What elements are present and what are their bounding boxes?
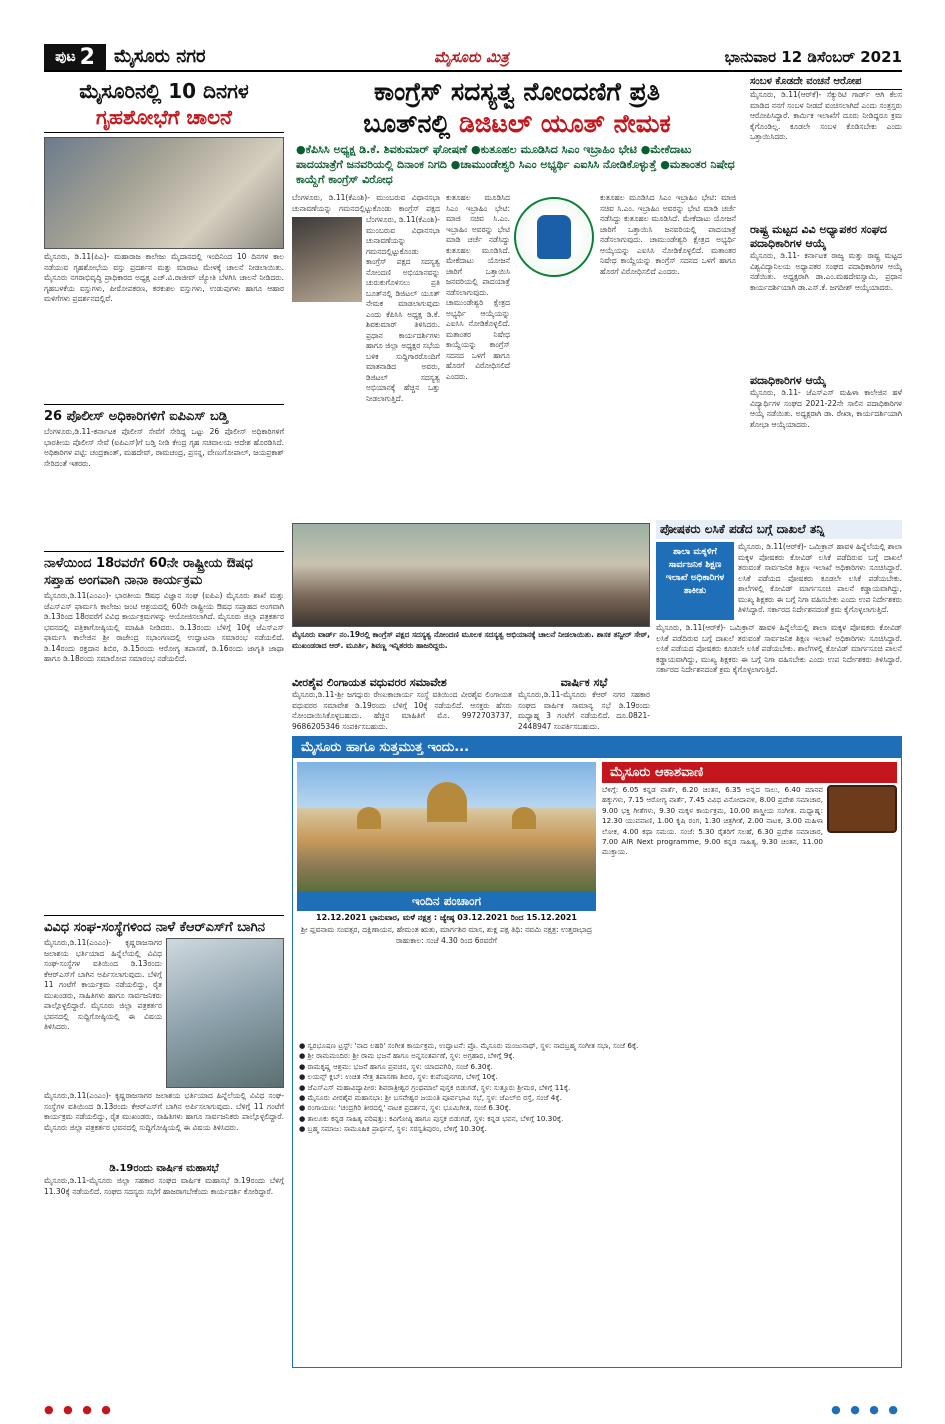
today-right (602, 762, 897, 1035)
masthead-logo: ಮೈಸೂರು ಮಿತ್ರ (434, 48, 509, 66)
story-paragraph: ಮೈಸೂರು, ಡಿ.11(ಆರ್‌ಕೆ)- ಒಮಿಕ್ರಾನ್ ಹಾವಳಿ ಹಿನ್ನೆಲೆಯಲ್ಲಿ ಶಾಲಾ ಮಕ್ಕಳ ಪೋಷಕರು ಕೋವಿಡ್ ಲಸಿಕೆ ಪಡೆದಿರುವ ಬಗ್ಗೆ ದಾಖಲೆ ತರುವಂತೆ ಸಾರ್ವಜನಿಕ ಶಿಕ್ಷಣ ಇಲಾಖೆ ಅಧಿಕಾರಿಗಳು ಸೂಚಿಸಿದ್ದಾರೆ. ಲಸಿಕೆ ಪಡೆಯದ ಪೋಷಕರು ಕೂಡಲೇ ಲಸಿಕೆ ಪಡೆಯಬೇಕು. ಶಾಲೆಗಳಲ್ಲಿ ಕೋವಿಡ್ ಮಾರ್ಗಸೂಚಿ ಪಾಲನೆ ಕಡ್ಡಾಯವಾಗಿದ್ದು, ಮುಖ್ಯ ಶಿಕ್ಷಕರು ಈ ಬಗ್ಗೆ ನಿಗಾ ವಹಿಸಬೇಕು ಎಂದು ಉಪ ನಿರ್ದೇಶಕರು ತಿಳಿಸಿದ್ದಾರೆ. ಸರ್ಕಾರದ ನಿರ್ದೇಶನದಂತೆ ಕ್ರಮ ಕೈಗೊಳ್ಳಲಾಗುತ್ತಿದೆ. (656, 623, 902, 674)
story-paragraph: ಮೈಸೂರು, ಡಿ.11(ಆರ್‌ಕೆ)- ಒಮಿಕ್ರಾನ್ ಹಾವಳಿ ಹಿನ್ನೆಲೆಯಲ್ಲಿ ಶಾಲಾ ಮಕ್ಕಳ ಪೋಷಕರು ಕೋವಿಡ್ ಲಸಿಕೆ ಪಡೆದಿರುವ ಬಗ್ಗೆ ದಾಖಲೆ ತರುವಂತೆ ಸಾರ್ವಜನಿಕ ಶಿಕ್ಷಣ ಇಲಾಖೆ ಅಧಿಕಾರಿಗಳು ಸೂಚಿಸಿದ್ದಾರೆ. ಲಸಿಕೆ ಪಡೆಯದ ಪೋಷಕರು ಕೂಡಲೇ ಲಸಿಕೆ ಪಡೆಯಬೇಕು. ಶಾಲೆಗಳಲ್ಲಿ ಕೋವಿಡ್ ಮಾರ್ಗಸೂಚಿ ಪಾಲನೆ ಕಡ್ಡಾಯವಾಗಿದ್ದು, ಮುಖ್ಯ ಶಿಕ್ಷಕರು ಈ ಬಗ್ಗೆ ನಿಗಾ ವಹಿಸಬೇಕು ಎಂದು ಉಪ ನಿರ್ದೇಶಕರು ತಿಳಿಸಿದ್ದಾರೆ. ಸರ್ಕಾರದ ನಿರ್ದೇಶನದಂತೆ ಕ್ರಮ ಕೈಗೊಳ್ಳಲಾಗುತ್ತಿದೆ. (738, 542, 902, 614)
color-registration-right: ● ● ● ● (831, 1403, 901, 1416)
party-logo-wrap (514, 197, 594, 277)
story-headline: ವೀರಶೈವ ಲಿಂಗಾಯತ ವಧುವರರ ಸಮಾವೇಶ (292, 676, 447, 689)
story-paragraph: ಬೆಂಗಳೂರು, ಡಿ.11(ಕೆಎಂಶಿ)- ಮುಂಬರುವ ವಿಧಾನಸಭಾ ಚುನಾವಣೆಯನ್ನು ಗಮನದಲ್ಲಿಟ್ಟುಕೊಂಡು ಕಾಂಗ್ರೆಸ್ ಪಕ್ಷದ (292, 193, 440, 213)
event-item: ● ರಾಮಕೃಷ್ಣ ಆಶ್ರಮ: ಭಜನೆ ಹಾಗೂ ಪ್ರವಚನ, ಸ್ಥಳ: ಯಾದವಗಿರಿ, ಸಂಜೆ 6.30ಕ್ಕೆ. (299, 1061, 493, 1071)
story-paragraph: ಮೈಸೂರು, ಡಿ.11(ಪಿಎ)- ಮಹಾರಾಜ ಕಾಲೇಜು ಮೈದಾನದಲ್ಲಿ ಇಂದಿನಿಂದ 10 ದಿನಗಳ ಕಾಲ ನಡೆಯುವ ಗೃಹಶೋಭೆಯ ವಸ್ತು ಪ್ರದರ್ಶನ ಮತ್ತು ಮಾರಾಟ ಮೇಳಕ್ಕೆ ಚಾಲನೆ ನೀಡಲಾಯಿತು. ಮೈಸೂರು ನಗರಾಭಿವೃದ್ಧಿ ಪ್ರಾಧಿಕಾರದ ಅಧ್ಯಕ್ಷ ಎಚ್.ವಿ.ರಾಜೀವ್ ಜ್ಯೋತಿ ಬೆಳಗಿಸಿ ಚಾಲನೆ ನೀಡಿದರು. ಗೃಹಬಳಕೆಯ ವಸ್ತುಗಳು, ಪೀಠೋಪಕರಣ, ಕರಕುಶಲ ವಸ್ತುಗಳು, ಉಡುಪುಗಳು ಹಾಗೂ ಆಹಾರ ಮಳಿಗೆಗಳು ಪ್ರದರ್ಶನದಲ್ಲಿವೆ. (44, 252, 284, 303)
event-item: ● ಸ್ವರಭೂಷಣ ಟ್ರಸ್ಟ್: 'ನಾದ ಲಹರಿ' ಸಂಗೀತ ಕಾರ್ಯಕ್ರಮ, ಉದ್ಘಾಟನೆ: ಪ್ರೊ. ಮೈಸೂರು ಮಂಜುನಾಥ್, ಸ್ಥಳ: ನಾದಬ್ರಹ್ಮ ಸಂಗೀತ ಸಭಾ, ಸಂಜೆ 6ಕ್ಕೆ. (299, 1041, 639, 1050)
panchang-body: ಶ್ರೀ ಪ್ಲವನಾಮ ಸಂವತ್ಸರ, ದಕ್ಷಿಣಾಯನ, ಹೇಮಂತ ಋತು, ಮಾರ್ಗಶಿರ ಮಾಸ, ಶುಕ್ಲ ಪಕ್ಷ ತಿಥಿ: ನವಮಿ ನಕ್ಷತ್ರ: ಉತ್ತರಾಭಾದ್ರ ರಾಹುಕಾಲ: ಸಂಜೆ 4.30 ರಿಂದ 6ರವರೆಗೆ (300, 925, 593, 945)
lead-headline-line-2 (292, 108, 742, 140)
page-number: 2 (79, 44, 95, 70)
story-headline: 26 ಪೊಲೀಸ್ ಅಧಿಕಾರಿಗಳಿಗೆ ಐಪಿಎಸ್ ಬಡ್ತಿ (44, 404, 284, 425)
left-column (44, 76, 284, 1376)
story-paragraph: ಬೆಂಗಳೂರು,ಡಿ.11-ಕರ್ನಾಟಕ ಪೊಲೀಸ್ ಸೇವೆಗೆ ಸೇರಿದ್ದ ಒಟ್ಟು 26 ಪೊಲೀಸ್ ಅಧಿಕಾರಿಗಳಿಗೆ ಭಾರತೀಯ ಪೊಲೀಸ್ ಸೇವೆ (ಐಪಿಎಸ್)ಗೆ ಬಡ್ತಿ ನೀಡಿ ಕೇಂದ್ರ ಗೃಹ ಸಚಿವಾಲಯ ಆದೇಶ ಹೊರಡಿಸಿದೆ. ಅಧಿಕಾರಿಗಳ ಪಟ್ಟಿ: ಚಂದ್ರಕಾಂತ್, ಮಹದೇವ್, ರಾಮಚಂದ್ರ, ಪ್ರಸನ್ನ, ವೇಣುಗೋಪಾಲ್, ಜಯಪ್ರಕಾಶ್ ಸೇರಿದಂತೆ ಇತರರು. (44, 427, 284, 468)
story-paragraph: ಮೈಸೂರು,ಡಿ.11(ಎಂಎಂ)- ಭಾರತೀಯ ಔಷಧ ವಿಜ್ಞಾನ ಸಂಘ (ಐಪಿಎ) ಮೈಸೂರು ಶಾಖೆ ಮತ್ತು ಜೆಎಸ್ಎಸ್ ಫಾರ್ಮಸಿ ಕಾಲೇಜು ಜಂಟಿ ಆಶ್ರಯದಲ್ಲಿ 60ನೇ ರಾಷ್ಟ್ರೀಯ ಔಷಧ ಸಪ್ತಾಹದ ಅಂಗವಾಗಿ ಡಿ.13ರಿಂದ 18ರವರೆಗೆ ವಿವಿಧ ಕಾರ್ಯಕ್ರಮಗಳನ್ನು ಆಯೋಜಿಸಲಾಗಿದೆ. ಮೈಸೂರು ಜಿಲ್ಲಾ ಪತ್ರಕರ್ತರ ಭವನದಲ್ಲಿ ಪತ್ರಿಕಾಗೋಷ್ಠಿಯಲ್ಲಿ ಮಾಹಿತಿ ನೀಡಿದರು. ಡಿ.13ರಂದು ಬೆಳಿಗ್ಗೆ 10ಕ್ಕೆ ಜೆಎಸ್ಎಸ್ ಫಾರ್ಮಸಿ ಕಾಲೇಜಿನ ಶ್ರೀ ರಾಜೇಂದ್ರ ಸಭಾಂಗಣದಲ್ಲಿ ಉದ್ಘಾಟನಾ ಸಮಾರಂಭ ನಡೆಯಲಿದೆ. ಡಿ.14ರಂದು ರಕ್ತದಾನ ಶಿಬಿರ, ಡಿ.15ರಂದು ಆರೋಗ್ಯ ತಪಾಸಣೆ, ಡಿ.16ರಂದು ಜಾಗೃತಿ ಜಾಥಾ ಹಾಗೂ ಡಿ.18ರಂದು ಸಮಾರೋಪ ಸಮಾರಂಭ ನಡೆಯಲಿದೆ. (44, 591, 284, 663)
story-with-photo (44, 938, 284, 1088)
event-item: ● ಮೈಸೂರು ವೀರಶೈವ ಮಹಾಸಭಾ: ಶ್ರೀ ಬಸವೇಶ್ವರ ಜಯಂತಿ ಪೂರ್ವಭಾವಿ ಸಭೆ, ಸ್ಥಳ: ಜೆಎಲ್‌ಬಿ ರಸ್ತೆ, ಸಂಜೆ 4ಕ್ಕೆ. (299, 1093, 562, 1103)
story-body (44, 252, 284, 400)
story-headline: ರಾಷ್ಟ್ರ ಮಟ್ಟದ ವಿವಿ ಅಧ್ಯಾಪಕರ ಸಂಘದ ಪದಾಧಿಕಾರಿಗಳ ಆಯ್ಕೆ (750, 223, 888, 250)
lead-headline-part-2: ಡಿಜಿಟಲ್ ಯೂತ್ ನೇಮಕ (458, 109, 671, 138)
panchang-line: 12.12.2021 ಭಾನುವಾರ, ಮಳೆ ನಕ್ಷತ್ರ : ಜ್ಯೇಷ್ಠ 03.12.2021 ರಿಂದ 15.12.2021 (316, 913, 577, 922)
congress-event-photo (292, 523, 650, 627)
politician-photo (292, 217, 362, 302)
story-paragraph: ಮೈಸೂರು, ಡಿ.11(ಆರ್‌ಕೆ)- ಸೆಕ್ಯುರಿಟಿ ಗಾರ್ಡ್ ಆಗಿ ಕೆಲಸ ಮಾಡಿದ ನನಗೆ ಸಂಬಳ ನೀಡದೆ ವಂಚಿಸಲಾಗಿದೆ ಎಂದು ಸಂತ್ರಸ್ತರು ಆರೋಪಿಸಿದ್ದಾರೆ. ಕಾರ್ಮಿಕ ಇಲಾಖೆಗೆ ದೂರು ನೀಡಿದ್ದರೂ ಕ್ರಮ ಕೈಗೊಂಡಿಲ್ಲ. ಕೂಡಲೇ ಸಂಬಳ ಕೊಡಿಸಬೇಕು ಎಂದು ಒತ್ತಾಯಿಸಿದರು. (750, 90, 902, 141)
story-headline: ಸಂಬಳ ಕೊಡದೇ ವಂಚನೆ ಆರೋಪ (750, 76, 902, 90)
pull-quote: ಶಾಲಾ ಮಕ್ಕಳಿಗೆ ಸಾರ್ವಜನಿಕ ಶಿಕ್ಷಣ ಇಲಾಖೆ ಅಧಿಕಾರಿಗಳ ತಾಕೀತು (656, 542, 734, 620)
headline-line-1: ಮೈಸೂರಿನಲ್ಲಿ 10 ದಿನಗಳ (79, 79, 249, 103)
palace-photo (297, 762, 596, 892)
dam-photo (166, 938, 284, 1088)
event-item: ● ಲಯನ್ಸ್ ಕ್ಲಬ್: ಉಚಿತ ನೇತ್ರ ತಪಾಸಣಾ ಶಿಬಿರ, ಸ್ಥಳ: ಕುವೆಂಪುನಗರ, ಬೆಳಿಗ್ಗೆ 10ಕ್ಕೆ. (299, 1072, 498, 1082)
story-paragraph: ಕುತೂಹಲ ಮೂಡಿಸಿದ ಸಿಎಂ ಇಬ್ರಾಹಿಂ ಭೇಟಿ: ಮಾಜಿ ಸಚಿವ ಸಿ.ಎಂ. ಇಬ್ರಾಹಿಂ ಅವರನ್ನು ಭೇಟಿ ಮಾಡಿ ಚರ್ಚೆ ನಡೆಸಿದ್ದು ಕುತೂಹಲ ಮೂಡಿಸಿದೆ. ಮೇಕೆದಾಟು ಯೋಜನೆ ಜಾರಿಗೆ ಒತ್ತಾಯಿಸಿ ಜನವರಿಯಲ್ಲಿ ಪಾದಯಾತ್ರೆ ನಡೆಸಲಾಗುವುದು. ಚಾಮುಂಡೇಶ್ವರಿ ಕ್ಷೇತ್ರದ ಅಭ್ಯರ್ಥಿ ಆಯ್ಕೆಯನ್ನು ಎಐಸಿಸಿ ನೋಡಿಕೊಳ್ಳಲಿದೆ. ಮತಾಂತರ ನಿಷೇಧ ಕಾಯ್ದೆಯನ್ನು ಕಾಂಗ್ರೆಸ್ ಸದನದ ಒಳಗೆ ಹಾಗೂ ಹೊರಗೆ ವಿರೋಧಿಸಲಿದೆ ಎಂದರು. (446, 193, 510, 381)
story-paragraph: ಮೈಸೂರು, ಡಿ.11- ಕರ್ನಾಟಕ ರಾಜ್ಯ ಮತ್ತು ರಾಷ್ಟ್ರ ಮಟ್ಟದ ವಿಶ್ವವಿದ್ಯಾನಿಲಯ ಅಧ್ಯಾಪಕರ ಸಂಘದ ಪದಾಧಿಕಾರಿಗಳ ಆಯ್ಕೆ ನಡೆಯಿತು. ಅಧ್ಯಕ್ಷರಾಗಿ ಡಾ.ಎಂ.ಮಹದೇವಸ್ವಾಮಿ, ಪ್ರಧಾನ ಕಾರ್ಯದರ್ಶಿಯಾಗಿ ಡಾ.ಎಸ್.ಕೆ. ಜಗದೀಶ್ ಆಯ್ಕೆಯಾದರು. (750, 251, 902, 292)
photo-caption: ಮೈಸೂರು ವಾರ್ಡ್ ನಂ.19ರಲ್ಲಿ ಕಾಂಗ್ರೆಸ್ ಪಕ್ಷದ ಸದಸ್ಯತ್ವ ನೋಂದಣಿ ಮೂಲಕ ಸದಸ್ಯತ್ವ ಅಭಿಯಾನಕ್ಕೆ ಚಾಲನೆ ನೀಡಲಾಯಿತು. ಶಾಸಕ ತನ್ವೀರ್ ಸೇಠ್, ಮುಖಂಡರಾದ ಆರ್. ಮೂರ್ತಿ, ಶಿವಣ್ಣ ಇನ್ನಿತರರು ಹಾಜರಿದ್ದರು. (292, 630, 650, 650)
event-item: ● ಶ್ರೀ ರಾಮಮಂದಿರ: ಶ್ರೀ ರಾಮ ಭಜನೆ ಹಾಗೂ ಅನ್ನಸಂತರ್ಪಣೆ, ಸ್ಥಳ: ಅಗ್ರಹಾರ, ಬೆಳಿಗ್ಗೆ 9ಕ್ಕೆ. (299, 1051, 515, 1061)
story-headline: ವಾರ್ಷಿಕ ಸಭೆ (560, 676, 608, 689)
story-paragraph: ಮೈಸೂರು, ಡಿ.11- ಜೆಎಸ್ಎಸ್ ಮಹಿಳಾ ಕಾಲೇಜಿನ ಹಳೆ ವಿದ್ಯಾರ್ಥಿಗಳ ಸಂಘದ 2021-22ನೇ ಸಾಲಿನ ಪದಾಧಿಕಾರಿಗಳ ಆಯ್ಕೆ ನಡೆಯಿತು. ಅಧ್ಯಕ್ಷರಾಗಿ ಡಾ. ರೇಖಾ, ಕಾರ್ಯದರ್ಶಿಯಾಗಿ ಶೋಭಾ ಆಯ್ಕೆಯಾದರು. (750, 388, 902, 429)
story-body (44, 591, 284, 911)
story-body (750, 90, 902, 220)
lead-story (292, 76, 742, 497)
today-left (297, 762, 596, 1035)
story-headline (44, 76, 284, 133)
radio-schedule (602, 785, 823, 1035)
expo-photo (44, 137, 284, 249)
story-headline: ನಾಳೆಯಿಂದ 18ರವರೆಗೆ 60ನೇ ರಾಷ್ಟ್ರೀಯ ಔಷಧ ಸಪ್ತಾಹ ಅಂಗವಾಗಿ ನಾನಾ ಕಾರ್ಯಕ್ರಮ (44, 551, 284, 589)
event-item: ● ತಾಲೂಕು ಕನ್ನಡ ಸಾಹಿತ್ಯ ಪರಿಷತ್ತು: ಕವಿಗೋಷ್ಠಿ ಹಾಗೂ ಪುಸ್ತಕ ಬಿಡುಗಡೆ, ಸ್ಥಳ: ಕನ್ನಡ ಭವನ, ಬೆಳಿಗ್ಗೆ 10.30ಕ್ಕೆ. (299, 1113, 564, 1123)
event-item: ● ಜೆಎಸ್ಎಸ್ ಮಹಾವಿದ್ಯಾಪೀಠ: ಶಿವರಾತ್ರೀಶ್ವರ ಗ್ರಂಥಮಾಲೆ ಪುಸ್ತಕ ಬಿಡುಗಡೆ, ಸ್ಥಳ: ಸುತ್ತೂರು ಶ್ರೀಮಠ, ಬೆಳಿಗ್ಗೆ 11ಕ್ಕೆ. (299, 1082, 571, 1092)
radio-schedule-text: ಬೆಳಿಗ್ಗೆ: 6.05 ಕನ್ನಡ ವಾರ್ತೆ, 6.20 ಚಿಂತನ, 6.35 ಅನ್ನದ ಸಾಲು, 6.40 ಮಾನವ ಹಕ್ಕುಗಳು, 7.15 ಆರೋಗ್ಯ ವಾರ್ತೆ, 7.45 ವಿವಿಧ ವಿನೋದಾವಳಿ, 8.00 ಪ್ರದೇಶ ಸಮಾಚಾರ, 9.00 ಭಕ್ತಿ ಗೀತೆಗಳು, 9.30 ಮಕ್ಕಳ ಕಾರ್ಯಕ್ರಮ, 10.00 ಶಾಸ್ತ್ರೀಯ ಸಂಗೀತ. ಮಧ್ಯಾಹ್ನ: 12.30 ಯುವವಾಣಿ, 1.00 ಕೃಷಿ ರಂಗ, 1.30 ಚಿತ್ರಗೀತೆ, 2.00 ನಾಟಕ, 3.00 ಮಹಿಳಾ ಲೋಕ, 4.00 ಕಥಾ ಸಮಯ. ಸಂಜೆ: 5.30 ರೈತರಿಗೆ ಸಲಹೆ, 6.30 ಪ್ರದೇಶ ಸಮಾಚಾರ, 7.00 AIR Next programme, 9.00 ಕನ್ನಡ ಸಾಹಿತ್ಯ, 9.30 ಚಿಂತನ, 11.00 ಮುಕ್ತಾಯ. (602, 785, 823, 857)
event-item: ● ರಂಗಾಯಣ: 'ಚಂದ್ರಗಿರಿ ತೀರದಲ್ಲಿ' ನಾಟಕ ಪ್ರದರ್ಶನ, ಸ್ಥಳ: ಭೂಮಿಗೀತ, ಸಂಜೆ 6.30ಕ್ಕೆ. (299, 1103, 511, 1113)
story-body (44, 1091, 284, 1161)
story-paragraph: ಮೈಸೂರು,ಡಿ.11-ಶ್ರೀ ಜಗದ್ಗುರು ರೇಣುಕಾಚಾರ್ಯ ಸಂಸ್ಥೆ ವತಿಯಿಂದ ವೀರಶೈವ ಲಿಂಗಾಯತ ವಧುವರರ ಸಮಾವೇಶ ಡಿ.19ರಂದು ಬೆಳಿಗ್ಗೆ 10ಕ್ಕೆ ನಡೆಯಲಿದೆ. ಆಸಕ್ತರು ಹೆಸರು ನೋಂದಾಯಿಸಿಕೊಳ್ಳಬಹುದು. ಹೆಚ್ಚಿನ ಮಾಹಿತಿಗೆ ಮೊ. 9972703737, 9686205346 ಸಂಪರ್ಕಿಸಬಹುದು. (292, 690, 512, 731)
today-box (292, 736, 902, 1368)
story-body (750, 388, 902, 483)
color-registration-left: ● ● ● ● (44, 1403, 114, 1416)
story-body (750, 251, 902, 371)
radio-heading: ಮೈಸೂರು ಆಕಾಶವಾಣಿ (602, 762, 897, 783)
story-body (44, 427, 284, 547)
page-label: ಪುಟ (55, 49, 76, 65)
story-body (44, 1176, 284, 1236)
section-title: ಮೈಸೂರು ನಗರ (114, 46, 206, 67)
lead-kicker: ●ಕೆಪಿಸಿಸಿ ಅಧ್ಯಕ್ಷ ಡಿ.ಕೆ. ಶಿವಕುಮಾರ್ ಘೋಷಣೆ ●ಕುತೂಹಲ ಮೂಡಿಸಿದ ಸಿಎಂ ಇಬ್ರಾಹಿಂ ಭೇಟಿ ●ಮೇಕೆದಾಟು ಪಾದಯಾತ್ರೆಗೆ ಜನವರಿಯಲ್ಲಿ ದಿನಾಂಕ ನಿಗದಿ ●ಚಾಮುಂಡೇಶ್ವರಿ ಸಿಎಂ ಅಭ್ಯರ್ಥಿ ಎಐಸಿಸಿ ನೋಡಿಕೊಳ್ಳುತ್ತೆ ●ಮತಾಂತರ ನಿಷೇಧ ಕಾಯ್ದೆಗೆ ಕಾಂಗ್ರೆಸ್ ವಿರೋಧ (296, 143, 735, 186)
story-paragraph: ಬೆಂಗಳೂರು, ಡಿ.11(ಕೆಎಂಶಿ)- ಮುಂಬರುವ ವಿಧಾನಸಭಾ ಚುನಾವಣೆಯನ್ನು ಗಮನದಲ್ಲಿಟ್ಟುಕೊಂಡು ಕಾಂಗ್ರೆಸ್ ಪಕ್ಷದ ಸದಸ್ಯತ್ವ ನೋಂದಣಿ ಅಭಿಯಾನವನ್ನು ಚುರುಕುಗೊಳಿಸಲು ಪ್ರತಿ ಬೂತ್‌ನಲ್ಲಿ ಡಿಜಿಟಲ್ ಯೂತ್ ನೇಮಕ ಮಾಡಲಾಗುವುದು ಎಂದು ಕೆಪಿಸಿಸಿ ಅಧ್ಯಕ್ಷ ಡಿ.ಕೆ. ಶಿವಕುಮಾರ್ ತಿಳಿಸಿದರು. ಪ್ರಧಾನ ಕಾರ್ಯದರ್ಶಿಗಳು ಹಾಗೂ ಜಿಲ್ಲಾ ಅಧ್ಯಕ್ಷರ ಸಭೆಯ ಬಳಿಕ ಸುದ್ದಿಗಾರರೊಂದಿಗೆ ಮಾತನಾಡಿದ ಅವರು, ಡಿಜಿಟಲ್ ಸದಸ್ಯತ್ವ ಅಭಿಯಾನಕ್ಕೆ ಹೆಚ್ಚಿನ ಒತ್ತು ನೀಡಲಾಗುತ್ತಿದೆ. (366, 215, 440, 403)
page-number-block (44, 44, 106, 70)
subheadline: ಡಿ.19ರಂದು ವಾರ್ಷಿಕ ಮಹಾಸಭೆ (109, 1163, 219, 1174)
story-headline: ವಿವಿಧ ಸಂಘ-ಸಂಸ್ಥೆಗಳಿಂದ ನಾಳೆ ಕೆಆರ್‌ಎಸ್‌ಗೆ ಬಾಗಿನ (44, 915, 284, 936)
lead-headline-line-1: ಕಾಂಗ್ರೆಸ್ ಸದಸ್ಯತ್ವ ನೋಂದಣಿಗೆ ಪ್ರತಿ (374, 77, 660, 106)
events-listing (293, 1039, 901, 1399)
issue-date: ಭಾನುವಾರ 12 ಡಿಸೆಂಬರ್ 2021 (724, 48, 902, 66)
lead-columns (292, 193, 742, 497)
story-body (738, 542, 902, 620)
lead-column-1 (292, 193, 440, 497)
story-body (292, 193, 440, 215)
right-column (750, 76, 902, 483)
lead-headline-part-1: ಬೂತ್‌ನಲ್ಲಿ (363, 109, 459, 138)
lead-headline (292, 76, 742, 140)
headline-line-2: ಗೃಹಶೋಭೆಗೆ ಚಾಲನೆ (96, 105, 232, 129)
story-headline: ಪೋಷಕರು ಲಸಿಕೆ ಪಡೆದ ಬಗ್ಗೆ ದಾಖಲೆ ತನ್ನಿ (656, 520, 902, 539)
panchang-heading: ಇಂದಿನ ಪಂಚಾಂಗ (297, 892, 596, 911)
story-paragraph: ಮೈಸೂರು,ಡಿ.11(ಎಂಎಂ)- ಕೃಷ್ಣರಾಜಸಾಗರ ಜಲಾಶಯ ಭರ್ತಿಯಾದ ಹಿನ್ನೆಲೆಯಲ್ಲಿ ವಿವಿಧ ಸಂಘ-ಸಂಸ್ಥೆಗಳ ವತಿಯಿಂದ ಡಿ.13ರಂದು ಕೆಆರ್‌ಎಸ್‌ಗೆ ಬಾಗಿನ ಅರ್ಪಿಸಲಾಗುವುದು. ಬೆಳಿಗ್ಗೆ 11 ಗಂಟೆಗೆ ಕಾರ್ಯಕ್ರಮ ನಡೆಯಲಿದ್ದು, ರೈತ ಮುಖಂಡರು, ಸಾಹಿತಿಗಳು ಹಾಗೂ ಸಾರ್ವಜನಿಕರು ಪಾಲ್ಗೊಳ್ಳಲಿದ್ದಾರೆ. ಮೈಸೂರು ಜಿಲ್ಲಾ ಪತ್ರಕರ್ತರ ಭವನದಲ್ಲಿ ಸುದ್ದಿಗೋಷ್ಠಿಯಲ್ಲಿ ಈ ವಿಷಯ ತಿಳಿಸಿದರು. (44, 1091, 284, 1132)
story-body (366, 215, 440, 495)
story-body (600, 193, 736, 497)
event-item: ● ಬ್ರಹ್ಮ ಸಮಾಜ: ಸಾಮೂಹಿಕ ಪ್ರಾರ್ಥನೆ, ಸ್ಥಳ: ಸರಸ್ವತಿಪುರಂ, ಬೆಳಿಗ್ಗೆ 10.30ಕ್ಕೆ. (299, 1124, 487, 1134)
story-body (44, 938, 162, 1088)
radio-icon (827, 785, 897, 833)
today-band: ಮೈಸೂರು ಹಾಗೂ ಸುತ್ತಮುತ್ತ ಇಂದು... (293, 737, 901, 758)
story-paragraph: ಕುತೂಹಲ ಮೂಡಿಸಿದ ಸಿಎಂ ಇಬ್ರಾಹಿಂ ಭೇಟಿ: ಮಾಜಿ ಸಚಿವ ಸಿ.ಎಂ. ಇಬ್ರಾಹಿಂ ಅವರನ್ನು ಭೇಟಿ ಮಾಡಿ ಚರ್ಚೆ ನಡೆಸಿದ್ದು ಕುತೂಹಲ ಮೂಡಿಸಿದೆ. ಮೇಕೆದಾಟು ಯೋಜನೆ ಜಾರಿಗೆ ಒತ್ತಾಯಿಸಿ ಜನವರಿಯಲ್ಲಿ ಪಾದಯಾತ್ರೆ ನಡೆಸಲಾಗುವುದು. ಚಾಮುಂಡೇಶ್ವರಿ ಕ್ಷೇತ್ರದ ಅಭ್ಯರ್ಥಿ ಆಯ್ಕೆಯನ್ನು ಎಐಸಿಸಿ ನೋಡಿಕೊಳ್ಳಲಿದೆ. ಮತಾಂತರ ನಿಷೇಧ ಕಾಯ್ದೆಯನ್ನು ಕಾಂಗ್ರೆಸ್ ಸದನದ ಒಳಗೆ ಹಾಗೂ ಹೊರಗೆ ವಿರೋಧಿಸಲಿದೆ ಎಂದರು. (600, 193, 736, 276)
lead-column-3 (600, 193, 736, 497)
story-body (446, 193, 510, 497)
story-headline: ಪದಾಧಿಕಾರಿಗಳ ಆಯ್ಕೆ (750, 374, 827, 387)
story-paragraph: ಮೈಸೂರು,ಡಿ.11-ಮೈಸೂರು ಕೆಆರ್ ನಗರ ಸಹಕಾರ ಸಂಘದ ವಾರ್ಷಿಕ ಸಾಮಾನ್ಯ ಸಭೆ ಡಿ.19ರಂದು ಮಧ್ಯಾಹ್ನ 3 ಗಂಟೆಗೆ ನಡೆಯಲಿದೆ. ದೂ.0821-2448947 ಸಂಪರ್ಕಿಸಬಹುದು. (518, 690, 650, 731)
lead-column-2 (446, 193, 594, 497)
congress-hand-icon (514, 197, 594, 277)
story-paragraph: ಮೈಸೂರು,ಡಿ.11-ಮೈಸೂರು ಜಿಲ್ಲಾ ಸಹಕಾರ ಸಂಘದ ವಾರ್ಷಿಕ ಮಹಾಸಭೆ ಡಿ.19ರಂದು ಬೆಳಿಗ್ಗೆ 11.30ಕ್ಕೆ ನಡೆಯಲಿದೆ. ಸಂಘದ ಸದಸ್ಯರು ಸಭೆಗೆ ಹಾಜರಾಗಬೇಕೆಂದು ಕಾರ್ಯದರ್ಶಿ ಕೋರಿದ್ದಾರೆ. (44, 1176, 284, 1196)
story-paragraph: ಮೈಸೂರು,ಡಿ.11(ಎಂಎಂ)- ಕೃಷ್ಣರಾಜಸಾಗರ ಜಲಾಶಯ ಭರ್ತಿಯಾದ ಹಿನ್ನೆಲೆಯಲ್ಲಿ ವಿವಿಧ ಸಂಘ-ಸಂಸ್ಥೆಗಳ ವತಿಯಿಂದ ಡಿ.13ರಂದು ಕೆಆರ್‌ಎಸ್‌ಗೆ ಬಾಗಿನ ಅರ್ಪಿಸಲಾಗುವುದು. ಬೆಳಿಗ್ಗೆ 11 ಗಂಟೆಗೆ ಕಾರ್ಯಕ್ರಮ ನಡೆಯಲಿದ್ದು, ರೈತ ಮುಖಂಡರು, ಸಾಹಿತಿಗಳು ಹಾಗೂ ಸಾರ್ವಜನಿಕರು ಪಾಲ್ಗೊಳ್ಳಲಿದ್ದಾರೆ. ಮೈಸೂರು ಜಿಲ್ಲಾ ಪತ್ರಕರ್ತರ ಭವನದಲ್ಲಿ ಸುದ್ದಿಗೋಷ್ಠಿಯಲ್ಲಿ ಈ ವಿಷಯ ತಿಳಿಸಿದರು. (44, 938, 162, 1031)
page-header (44, 44, 902, 72)
